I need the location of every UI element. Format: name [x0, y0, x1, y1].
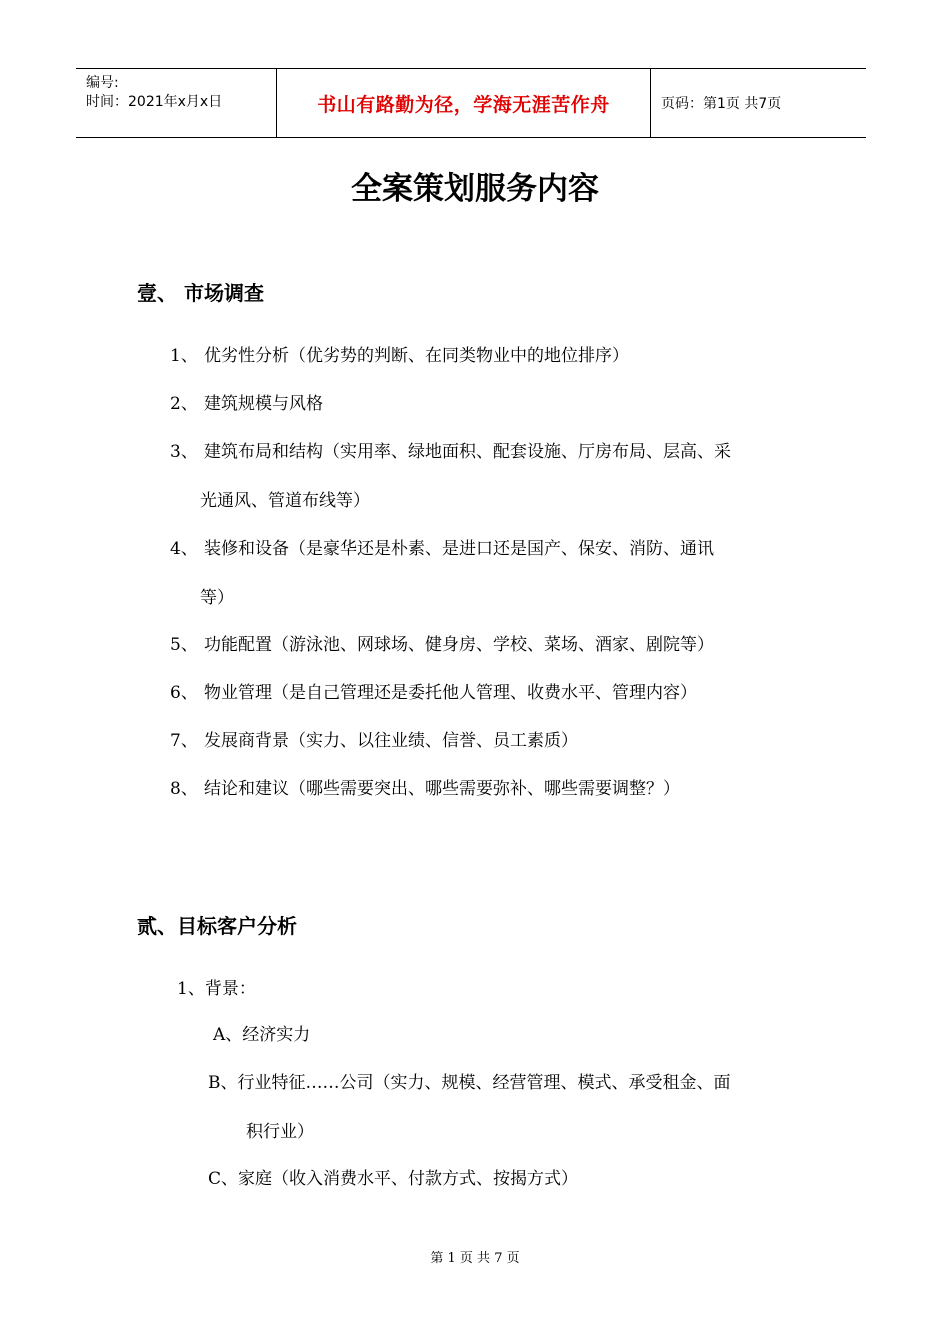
- list-item-continuation: 等）: [200, 588, 234, 608]
- list-item: [170, 437, 731, 462]
- page-header: [76, 68, 866, 138]
- list-item: [170, 774, 680, 799]
- list-item: [170, 341, 629, 366]
- list-item: [170, 678, 697, 703]
- list-item-text: 优劣性分析（优劣势的判断、在同类物业中的地位排序）: [204, 346, 629, 366]
- list-item: [170, 534, 714, 559]
- list-item-text: 物业管理（是自己管理还是委托他人管理、收费水平、管理内容）: [204, 683, 697, 703]
- sub-item-a: A、经济实力: [213, 1025, 311, 1045]
- list-item-continuation: 光通风、管道布线等）: [200, 491, 370, 511]
- list-item-number: 4、: [170, 539, 198, 559]
- list-item: [170, 630, 714, 655]
- list-item-number: 6、: [170, 683, 198, 703]
- list-item-number: 8、: [170, 779, 198, 799]
- section-heading-target-customers: 贰、目标客户分析: [137, 914, 297, 938]
- section-heading-market-research: 壹、 市场调查: [137, 281, 264, 305]
- motto: 书山有路勤为径，学海无涯苦作舟: [317, 93, 610, 116]
- sub-item-b-continuation: 积行业）: [246, 1122, 314, 1142]
- header-page-info: 页码：第1页 共7页: [661, 96, 782, 112]
- list-item-text: 建筑规模与风格: [204, 394, 323, 414]
- sub-item-b: B、行业特征……公司（实力、规模、经营管理、模式、承受租金、面: [208, 1073, 731, 1093]
- list-item-text: 装修和设备（是豪华还是朴素、是进口还是国产、保安、消防、通讯: [204, 539, 714, 559]
- header-meta: [76, 69, 277, 137]
- subsection-background: 1、背景：: [177, 979, 256, 999]
- page-footer: 第 1 页 共 7 页: [430, 1251, 520, 1266]
- serial-label: 编号:: [86, 75, 119, 91]
- list-item-number: 2、: [170, 394, 198, 414]
- document-title: 全案策划服务内容: [351, 171, 599, 207]
- header-motto-cell: [277, 69, 651, 137]
- list-item: [170, 389, 323, 414]
- sub-item-c: C、家庭（收入消费水平、付款方式、按揭方式）: [208, 1169, 579, 1189]
- list-item-text: 功能配置（游泳池、网球场、健身房、学校、菜场、酒家、剧院等）: [204, 635, 714, 655]
- list-item: [170, 726, 578, 751]
- time-label: 时间：2021年x月x日: [86, 94, 223, 110]
- list-item-text: 结论和建议（哪些需要突出、哪些需要弥补、哪些需要调整？）: [204, 779, 680, 799]
- list-item-number: 7、: [170, 731, 198, 751]
- list-item-text: 发展商背景（实力、以往业绩、信誉、员工素质）: [204, 731, 578, 751]
- list-item-number: 5、: [170, 635, 198, 655]
- list-item-text: 建筑布局和结构（实用率、绿地面积、配套设施、厅房布局、层高、采: [204, 442, 731, 462]
- list-item-number: 3、: [170, 442, 198, 462]
- list-item-number: 1、: [170, 346, 198, 366]
